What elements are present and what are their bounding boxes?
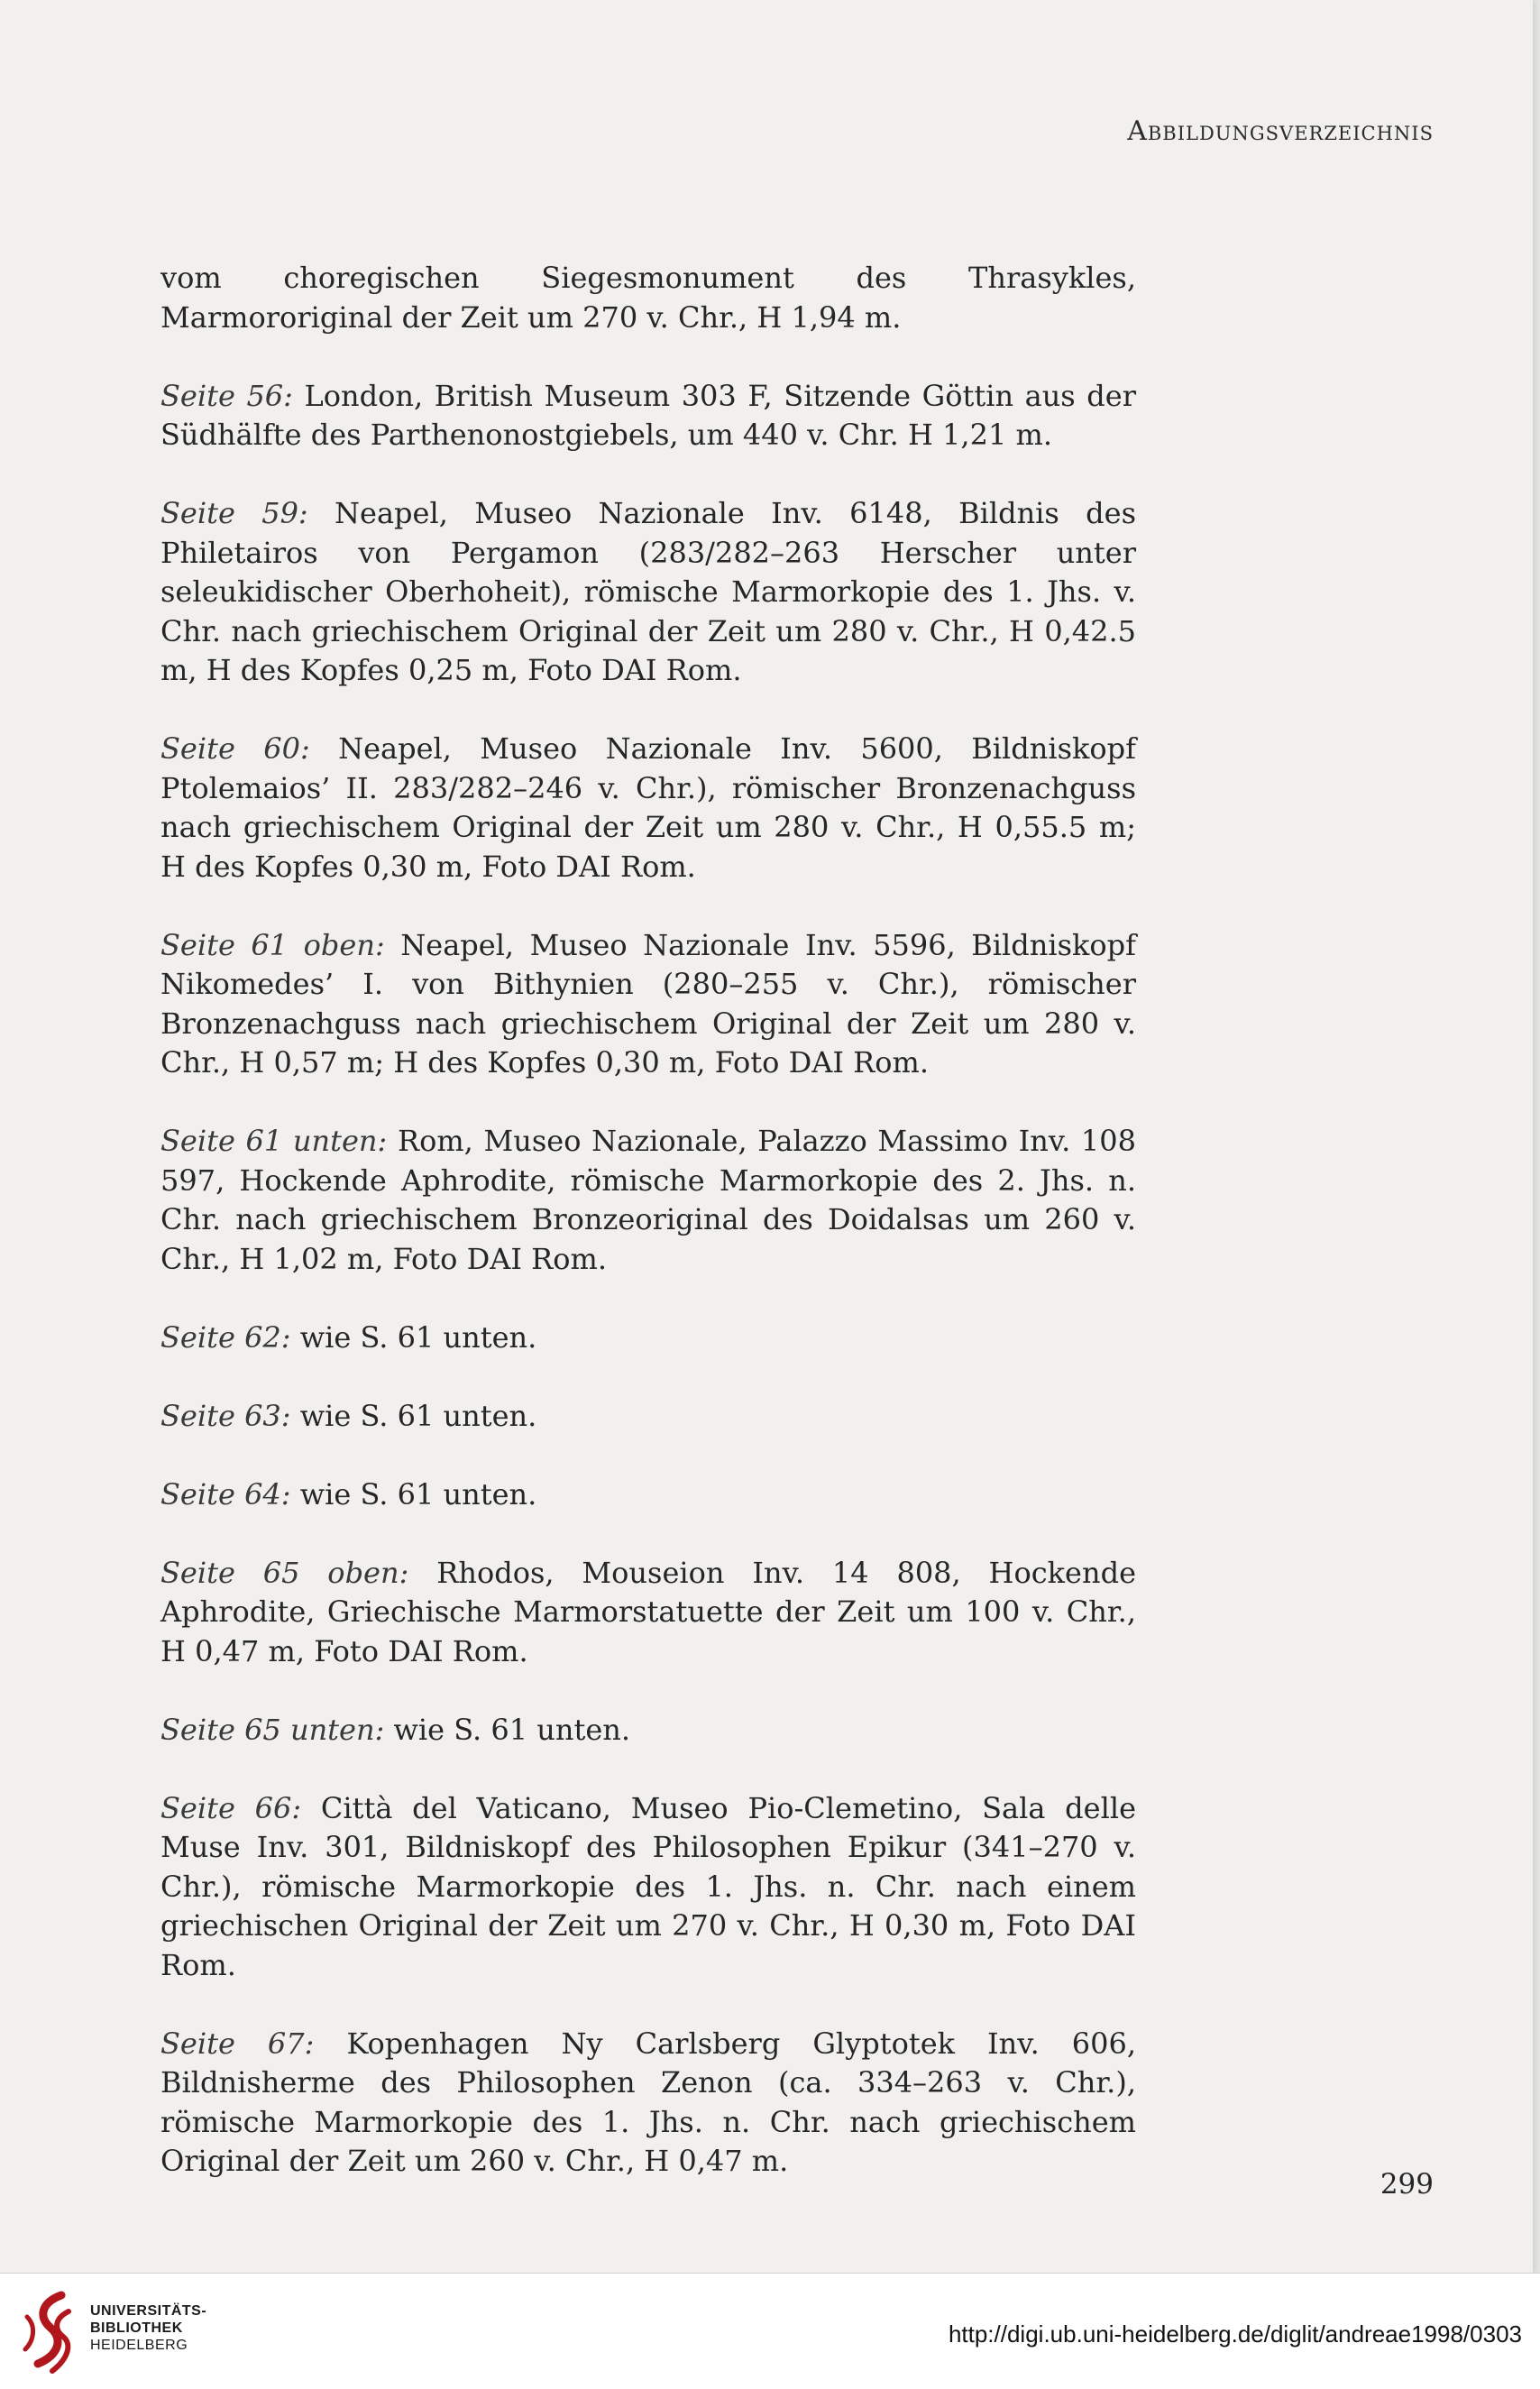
entry-reference: Seite 64:: [160, 1476, 291, 1512]
list-entry: [160, 1789, 1136, 1986]
list-entry: [160, 377, 1136, 455]
entry-text: London, British Museum 303 F, Sitzende Göttin aus der Südhälfte des Parthenonostgiebels, um 440 v. Chr. H 1,21 m.: [160, 378, 1137, 452]
list-entry: [160, 926, 1136, 1083]
entry-text: Città del Vaticano, Museo Pio-Clemetino, Sala delle Muse Inv. 301, Bildniskopf des Philosophen Epikur (341–270 v. Chr.), römische Marmorkopie des 1. Jhs. n. Chr. nach einem griechischen Original der Zeit um 270 v. Chr., H 0,30 m, Foto DAI Rom.: [160, 1790, 1137, 1982]
library-name-line: UNIVERSITÄTS-: [90, 2303, 207, 2319]
entry-text: Neapel, Museo Nazionale Inv. 6148, Bildnis des Philetairos von Pergamon (283/282–263 Herscher unter seleukidischer Oberhoheit), römische Marmorkopie des 1. Jhs. v. Chr. nach griechischem Original der Zeit um 280 v. Chr., H 0,42.5 m, H des Kopfes 0,25 m, Foto DAI Rom.: [160, 496, 1137, 687]
entry-reference: Seite 67:: [160, 2026, 315, 2061]
entry-reference: Seite 56:: [160, 378, 293, 413]
digitization-footer: [0, 2273, 1540, 2389]
source-url-link[interactable]: http://digi.ub.uni-heidelberg.de/diglit/andreae1998/0303: [948, 2320, 1522, 2348]
list-entry: [160, 494, 1136, 691]
entry-text: wie S. 61 unten.: [290, 1476, 537, 1512]
list-entry: [160, 1554, 1136, 1672]
entry-reference: Seite 65 oben:: [160, 1555, 409, 1590]
entry-text: wie S. 61 unten.: [384, 1712, 631, 1747]
entry-reference: Seite 63:: [160, 1398, 291, 1433]
entry-reference: Seite 62:: [160, 1319, 291, 1355]
list-entry: [160, 1397, 1136, 1437]
list-entry: [160, 259, 1136, 337]
ub-heidelberg-logo-icon: [14, 2290, 87, 2380]
running-head: Abbildungsverzeichnis: [1127, 115, 1434, 147]
entry-reference: Seite 65 unten:: [160, 1712, 385, 1747]
figure-list: [160, 259, 1136, 2220]
entry-text: Rhodos, Mouseion Inv. 14 808, Hockende Aphrodite, Griechische Marmorstatuette der Zeit um 100 v. Chr., H 0,47 m, Foto DAI Rom.: [160, 1555, 1137, 1668]
list-entry: [160, 1711, 1136, 1750]
entry-reference: Seite 61 oben:: [160, 927, 385, 962]
page-number: 299: [1380, 2168, 1434, 2201]
entry-text: wie S. 61 unten.: [290, 1398, 537, 1433]
entry-reference: Seite 60:: [160, 731, 310, 766]
entry-text: Kopenhagen Ny Carlsberg Glyptotek Inv. 606, Bildnisherme des Philosophen Zenon (ca. 334–263 v. Chr.), römische Marmorkopie des 1. Jhs. n. Chr. nach griechischem Original der Zeit um 260 v. Chr., H 0,47 m.: [160, 2026, 1137, 2178]
list-entry: [160, 730, 1136, 887]
library-name: [90, 2302, 206, 2354]
list-entry: [160, 1319, 1136, 1358]
entry-text: Rom, Museo Nazionale, Palazzo Massimo Inv. 108 597, Hockende Aphrodite, römische Marmorkopie des 2. Jhs. n. Chr. nach griechischem Bronzeoriginal des Doidalsas um 260 v. Chr., H 1,02 m, Foto DAI Rom.: [160, 1124, 1137, 1276]
entry-text: Neapel, Museo Nazionale Inv. 5596, Bildniskopf Nikomedes’ I. von Bithynien (280–255 v. Chr.), römischer Bronzenachguss nach griechischem Original der Zeit um 280 v. Chr., H 0,57 m; H des Kopfes 0,30 m, Foto DAI Rom.: [160, 927, 1137, 1080]
list-entry: [160, 1475, 1136, 1515]
entry-text: Neapel, Museo Nazionale Inv. 5600, Bildniskopf Ptolemaios’ II. 283/282–246 v. Chr.), römischer Bronzenachguss nach griechischem Original der Zeit um 280 v. Chr., H 0,55.5 m; H des Kopfes 0,30 m, Foto DAI Rom.: [160, 731, 1137, 884]
entry-reference: Seite 59:: [160, 496, 308, 530]
entry-reference: Seite 61 unten:: [160, 1124, 388, 1158]
library-logo[interactable]: [5, 2290, 213, 2380]
entry-reference: Seite 66:: [160, 1790, 302, 1825]
library-name-line: HEIDELBERG: [90, 2338, 188, 2353]
list-entry: [160, 1122, 1136, 1279]
entry-text: wie S. 61 unten.: [290, 1319, 537, 1355]
list-entry: [160, 2025, 1136, 2182]
library-name-line: BIBLIOTHEK: [90, 2320, 183, 2336]
entry-text: vom choregischen Siegesmonument des Thrasykles, Marmororiginal der Zeit um 270 v. Chr., H 1,94 m.: [160, 261, 1136, 335]
